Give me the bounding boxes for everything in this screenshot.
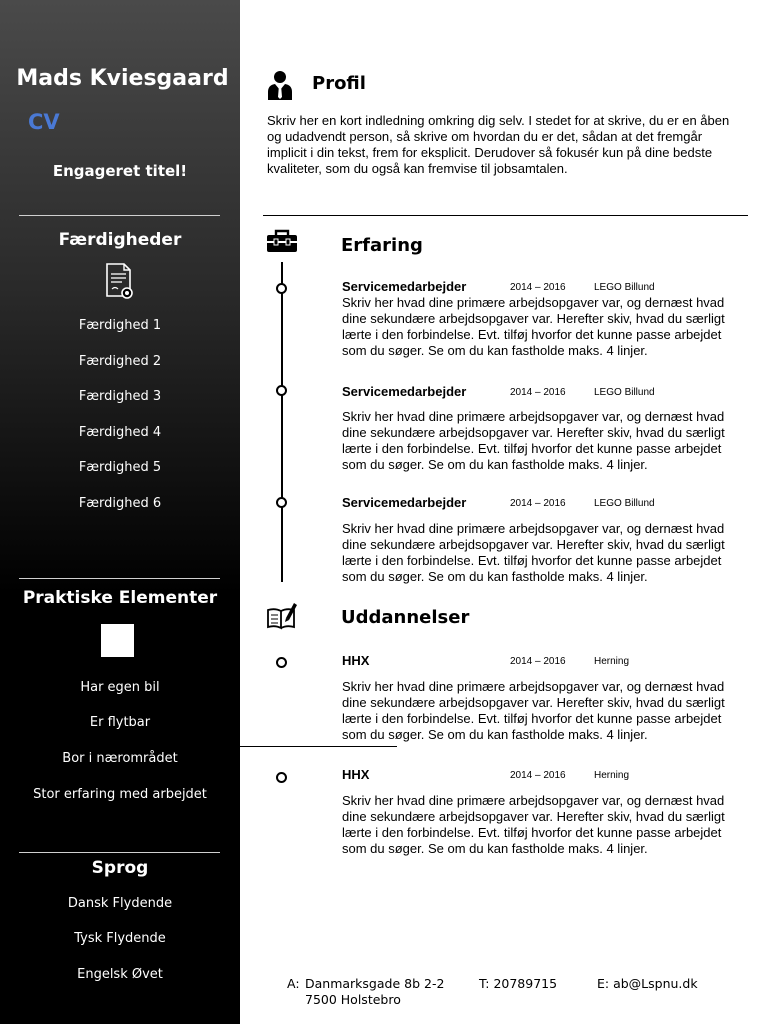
address-line1: Danmarksgade 8b 2-2 bbox=[305, 976, 445, 991]
job-place: LEGO Billund bbox=[594, 282, 655, 293]
phone-number: T: 20789715 bbox=[479, 976, 558, 991]
cv-label: CV bbox=[28, 110, 60, 134]
timeline-line bbox=[281, 262, 283, 582]
timeline-dot bbox=[276, 497, 287, 508]
education-place: Herning bbox=[594, 656, 630, 667]
job-date: 2014 – 2016 bbox=[510, 282, 566, 293]
practical-heading: Praktiske Elementer bbox=[22, 588, 218, 608]
experience-heading: Erfaring bbox=[341, 235, 423, 256]
education-date: 2014 – 2016 bbox=[510, 770, 566, 781]
skill-item: Færdighed 1 bbox=[78, 318, 162, 333]
timeline-dot bbox=[276, 772, 287, 783]
job-date: 2014 – 2016 bbox=[510, 387, 566, 398]
address-label: A: bbox=[287, 976, 300, 991]
job-title: Servicemedarbejder bbox=[342, 279, 467, 294]
timeline-dot bbox=[276, 385, 287, 396]
job-date: 2014 – 2016 bbox=[510, 498, 566, 509]
skill-item: Færdighed 3 bbox=[78, 389, 162, 404]
skill-item: Færdighed 2 bbox=[78, 354, 162, 369]
timeline-dot bbox=[276, 283, 287, 294]
practical-item: Har egen bil bbox=[80, 680, 160, 695]
job-description: Skriv her hvad dine primære arbejdsopgaver var, og dernæst hvad dine sekundære arbejdsopgaver var. Herefter skiv, hvad du særligt lærte i den forbindelse. Evt. tilføj hvorfor det kunne passe arbejdet som du søger. Se om du kan fastholde maks. 4 linjer. bbox=[342, 409, 725, 472]
language-heading: Sprog bbox=[91, 858, 149, 878]
section-divider bbox=[263, 215, 748, 216]
job-subtitle: Engageret titel! bbox=[52, 162, 188, 180]
job-description: Skriv her hvad dine primære arbejdsopgaver var, og dernæst hvad dine sekundære arbejdsopgaver var. Herefter skiv, hvad du særligt lærte i den forbindelse. Evt. tilføj hvorfor det kunne passe arbejdet som du søger. Se om du kan fastholde maks. 4 linjer. bbox=[342, 521, 725, 584]
timeline-dot bbox=[276, 657, 287, 668]
job-title: Servicemedarbejder bbox=[342, 495, 467, 510]
sidebar-divider bbox=[19, 852, 220, 853]
skill-item: Færdighed 5 bbox=[78, 460, 162, 475]
job-place: LEGO Billund bbox=[594, 498, 655, 509]
person-icon bbox=[267, 70, 293, 100]
education-description: Skriv her hvad dine primære arbejdsopgaver var, og dernæst hvad dine sekundære arbejdsopgaver var. Herefter skiv, hvad du særligt lærte i den forbindelse. Evt. tilføj hvorfor det kunne passe arbejdet som du søger. Se om du kan fastholde maks. 4 linjer. bbox=[342, 679, 725, 742]
education-title: HHX bbox=[342, 767, 370, 782]
language-item: Engelsk Øvet bbox=[77, 967, 163, 982]
profile-heading: Profil bbox=[312, 73, 366, 94]
practical-item: Er flytbar bbox=[89, 715, 151, 730]
skill-item: Færdighed 4 bbox=[78, 425, 162, 440]
address-line2: 7500 Holstebro bbox=[305, 992, 401, 1007]
sidebar-divider bbox=[19, 215, 220, 216]
certificate-icon bbox=[104, 262, 134, 302]
education-place: Herning bbox=[594, 770, 630, 781]
photo-placeholder bbox=[101, 624, 134, 657]
book-pen-icon bbox=[266, 600, 298, 630]
language-item: Dansk Flydende bbox=[67, 896, 173, 911]
section-divider bbox=[240, 746, 397, 747]
practical-item: Stor erfaring med arbejdet bbox=[33, 787, 207, 802]
job-place: LEGO Billund bbox=[594, 387, 655, 398]
skill-item: Færdighed 6 bbox=[78, 496, 162, 511]
language-item: Tysk Flydende bbox=[74, 931, 166, 946]
education-title: HHX bbox=[342, 653, 370, 668]
person-name: Mads Kviesgaard bbox=[16, 66, 229, 91]
job-description: Skriv her hvad dine primære arbejdsopgaver var, og dernæst hvad dine sekundære arbejdsopgaver var. Herefter skiv, hvad du særligt lærte i den forbindelse. Evt. tilføj hvorfor det kunne passe arbejdet som du søger. Se om du kan fastholde maks. 4 linjer. bbox=[342, 295, 725, 358]
sidebar bbox=[0, 0, 240, 1024]
email-address: E: ab@Lspnu.dk bbox=[597, 976, 698, 991]
practical-item: Bor i nærområdet bbox=[62, 751, 178, 766]
skills-heading: Færdigheder bbox=[58, 230, 182, 250]
education-date: 2014 – 2016 bbox=[510, 656, 566, 667]
education-description: Skriv her hvad dine primære arbejdsopgaver var, og dernæst hvad dine sekundære arbejdsopgaver var. Herefter skiv, hvad du særligt lærte i den forbindelse. Evt. tilføj hvorfor det kunne passe arbejdet som du søger. Se om du kan fastholde maks. 4 linjer. bbox=[342, 793, 725, 856]
toolbox-icon bbox=[266, 229, 298, 253]
job-title: Servicemedarbejder bbox=[342, 384, 467, 399]
profile-text: Skriv her en kort indledning omkring dig selv. I stedet for at skrive, du er en åben og udadvendt person, så skrive om hvordan du er det, sådan at det fremgår implicit i din tekst, frem for eksplicit. Derudover så fokusér kun på dine bedste kvaliteter, som du også kan fremvise til jobsamtalen. bbox=[267, 113, 730, 176]
sidebar-divider bbox=[19, 578, 220, 579]
education-heading: Uddannelser bbox=[341, 607, 470, 628]
